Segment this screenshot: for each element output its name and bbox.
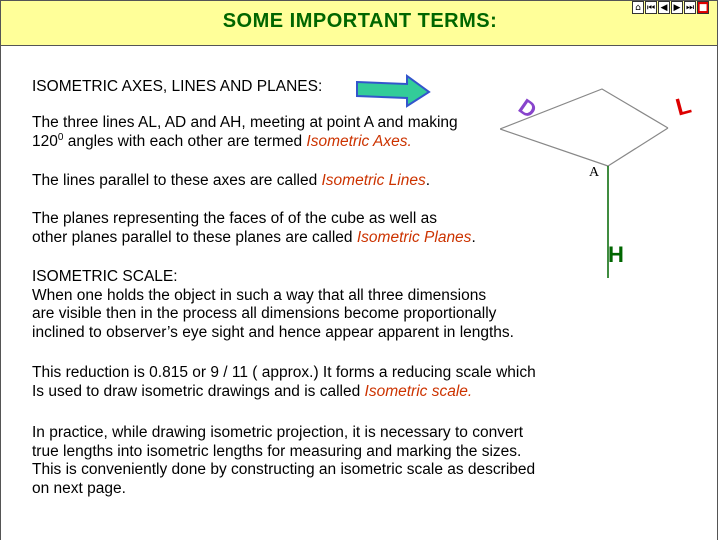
term-isometric-axes: Isometric Axes. bbox=[306, 132, 412, 150]
cube-edge-al bbox=[608, 128, 668, 166]
label-h: H bbox=[608, 242, 624, 267]
isometric-cube-diagram bbox=[500, 70, 710, 280]
frame-border-right bbox=[717, 46, 718, 540]
label-a: A bbox=[589, 165, 600, 180]
next-slide-button[interactable]: ▶ bbox=[671, 1, 683, 14]
term-isometric-scale: Isometric scale. bbox=[364, 382, 473, 400]
page-title: SOME IMPORTANT TERMS: bbox=[222, 10, 498, 32]
previous-slide-button[interactable]: ◀ bbox=[658, 1, 670, 14]
paragraph-scale-practice: In practice, while drawing isometric projection, it is necessary to convert true lengths into isometric lengths for measuring and marking the sizes. This is conveniently done by constructing an isometric scale as described on next page. bbox=[32, 424, 536, 497]
term-isometric-lines: Isometric Lines bbox=[321, 172, 426, 189]
paragraph-scale-ratio: This reduction is 0.815 or 9 / 11 ( approx.) It forms a reducing scale which Is used to draw isometric drawings and is called Isometric scale. bbox=[32, 364, 536, 400]
pointer-arrow-icon bbox=[355, 72, 435, 112]
slide-navigation bbox=[632, 1, 709, 14]
label-d: D bbox=[513, 93, 542, 124]
section-heading-isometric-axes: ISOMETRIC AXES, LINES AND PLANES: bbox=[32, 78, 323, 95]
paragraph-isometric-lines: The lines parallel to these axes are called Isometric Lines. bbox=[32, 172, 431, 189]
term-isometric-planes: Isometric Planes bbox=[356, 228, 472, 246]
label-l: L bbox=[672, 91, 695, 122]
first-slide-button[interactable]: ⏮ bbox=[646, 3, 656, 13]
cube-edge-ad bbox=[500, 129, 608, 166]
home-button[interactable]: ⌂ bbox=[632, 1, 644, 14]
paragraph-isometric-planes: The planes representing the faces of of the cube as well as other planes parallel to these planes are called Isometric Planes. bbox=[32, 210, 476, 246]
section-heading-isometric-scale: ISOMETRIC SCALE: bbox=[32, 268, 178, 285]
section-isometric-scale: ISOMETRIC SCALE: When one holds the object in such a way that all three dimensions are visible then in the process all dimensions become proportionally inclined to observer’s eye sight and hence appear apparent in lengths. bbox=[32, 268, 514, 341]
exit-button[interactable]: ■ bbox=[698, 3, 708, 13]
last-slide-button[interactable]: ⏭ bbox=[685, 3, 695, 13]
frame-border-left bbox=[0, 46, 1, 540]
paragraph-axes-definition: The three lines AL, AD and AH, meeting at point A and making $120^0$ angles with each other are termed Isometric Axes. bbox=[32, 114, 458, 150]
